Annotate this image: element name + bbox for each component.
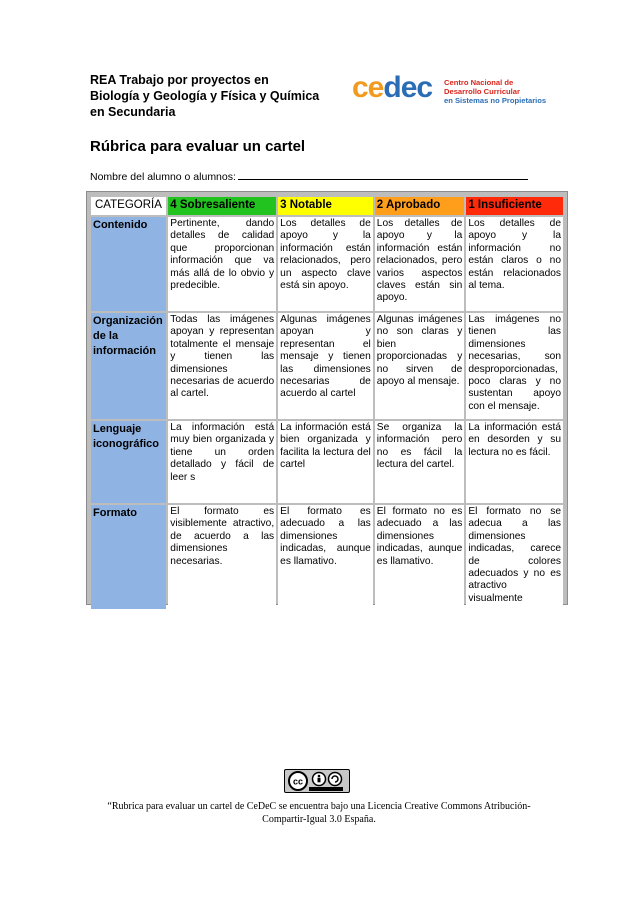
- cell-level-2: Algunas imágenes no son claras y bien proporcionadas y no sirven de apoyo al mensaje.: [375, 313, 465, 419]
- row-category: Contenido: [91, 217, 166, 311]
- cell-level-1: Los detalles de apoyo y la información no están claros o no están relacionados al tema.: [466, 217, 563, 311]
- rubric-row-contenido: [91, 217, 563, 311]
- header-line-2: Biología y Geología y Física y Química: [90, 89, 320, 103]
- svg-text:cc: cc: [292, 776, 304, 787]
- cell-level-4: Pertinente, dando detalles de calidad que proporcionan información que va más allá de lo obvio y predecible.: [168, 217, 276, 311]
- row-category: Formato: [91, 505, 166, 609]
- document-title: Rúbrica para evaluar un cartel: [90, 138, 306, 155]
- rubric-row-formato: [91, 505, 563, 609]
- cell-level-3: La información está bien organizada y facilita la lectura del cartel: [278, 421, 373, 503]
- license-line-1: “Rubrica para evaluar un cartel de CeDeC se encuentra bajo una Licencia Creative Commons Atribución-: [107, 801, 531, 812]
- header-level-4: 4 Sobresaliente: [168, 197, 276, 215]
- header-line-1: REA Trabajo por proyectos en: [90, 73, 269, 87]
- row-category: Lenguaje iconográfico: [91, 421, 166, 503]
- header-level-3: 3 Notable: [278, 197, 373, 215]
- cell-level-4: Todas las imágenes apoyan y representan totalmente el mensaje y tienen las dimensiones necesarias de acuerdo al cartel.: [168, 313, 276, 419]
- student-name-blank: [238, 170, 528, 180]
- rubric-header-row: [91, 197, 563, 215]
- cell-level-3: Algunas imágenes apoyan y representan el mensaje y tienen las dimensiones necesarias de acuerdo al cartel: [278, 313, 373, 419]
- header-line-3: en Secundaria: [90, 105, 176, 119]
- cell-level-3: Los detalles de apoyo y la información están relacionados, pero un aspecto clave está sin apoyo.: [278, 217, 373, 311]
- rubric-row-organizacion: [91, 313, 563, 419]
- cell-level-2: Los detalles de apoyo y la información están relacionados, pero varios aspectos claves están sin apoyo.: [375, 217, 465, 311]
- cell-level-1: La información está en desorden y su lectura no es fácil.: [466, 421, 563, 503]
- cell-level-2: El formato no es adecuado a las dimensiones indicadas, aunque es llamativo.: [375, 505, 465, 609]
- student-name-label: Nombre del alumno o alumnos:: [90, 171, 236, 183]
- cedec-logo: [352, 71, 552, 109]
- cell-level-3: El formato es adecuado a las dimensiones indicadas, aunque es llamativo.: [278, 505, 373, 609]
- cedec-logo-word: cedec: [352, 71, 433, 104]
- student-name-field: [90, 170, 528, 183]
- license-footer: [70, 800, 568, 826]
- cedec-logo-subtitle: Centro Nacional de Desarrollo Curricular en Sistemas no Propietarios: [444, 78, 547, 105]
- header-level-2: 2 Aprobado: [375, 197, 465, 215]
- cc-by-sa-icon: [284, 769, 350, 793]
- rubric-table: [86, 191, 568, 605]
- cell-level-1: El formato no se adecua a las dimensiones indicadas, carece de colores adecuados y no es atractivo visualmente: [466, 505, 563, 609]
- cell-level-1: Las imágenes no tienen las dimensiones necesarias, son desproporcionadas, poco claras y no sustentan apoyo con el mensaje.: [466, 313, 563, 419]
- document-header: [90, 72, 350, 120]
- cell-level-2: Se organiza la información pero no es fácil la lectura del cartel.: [375, 421, 465, 503]
- row-category: Organización de la información: [91, 313, 166, 419]
- cell-level-4: El formato es visiblemente atractivo, de acuerdo a las dimensiones necesarias.: [168, 505, 276, 609]
- header-category: CATEGORÍA: [91, 197, 166, 215]
- license-line-2: Compartir-Igual 3.0 España.: [262, 814, 376, 825]
- rubric-row-lenguaje: [91, 421, 563, 503]
- header-level-1: 1 Insuficiente: [466, 197, 563, 215]
- cell-level-4: La información está muy bien organizada y tiene un orden detallado y fácil de leer s: [168, 421, 276, 503]
